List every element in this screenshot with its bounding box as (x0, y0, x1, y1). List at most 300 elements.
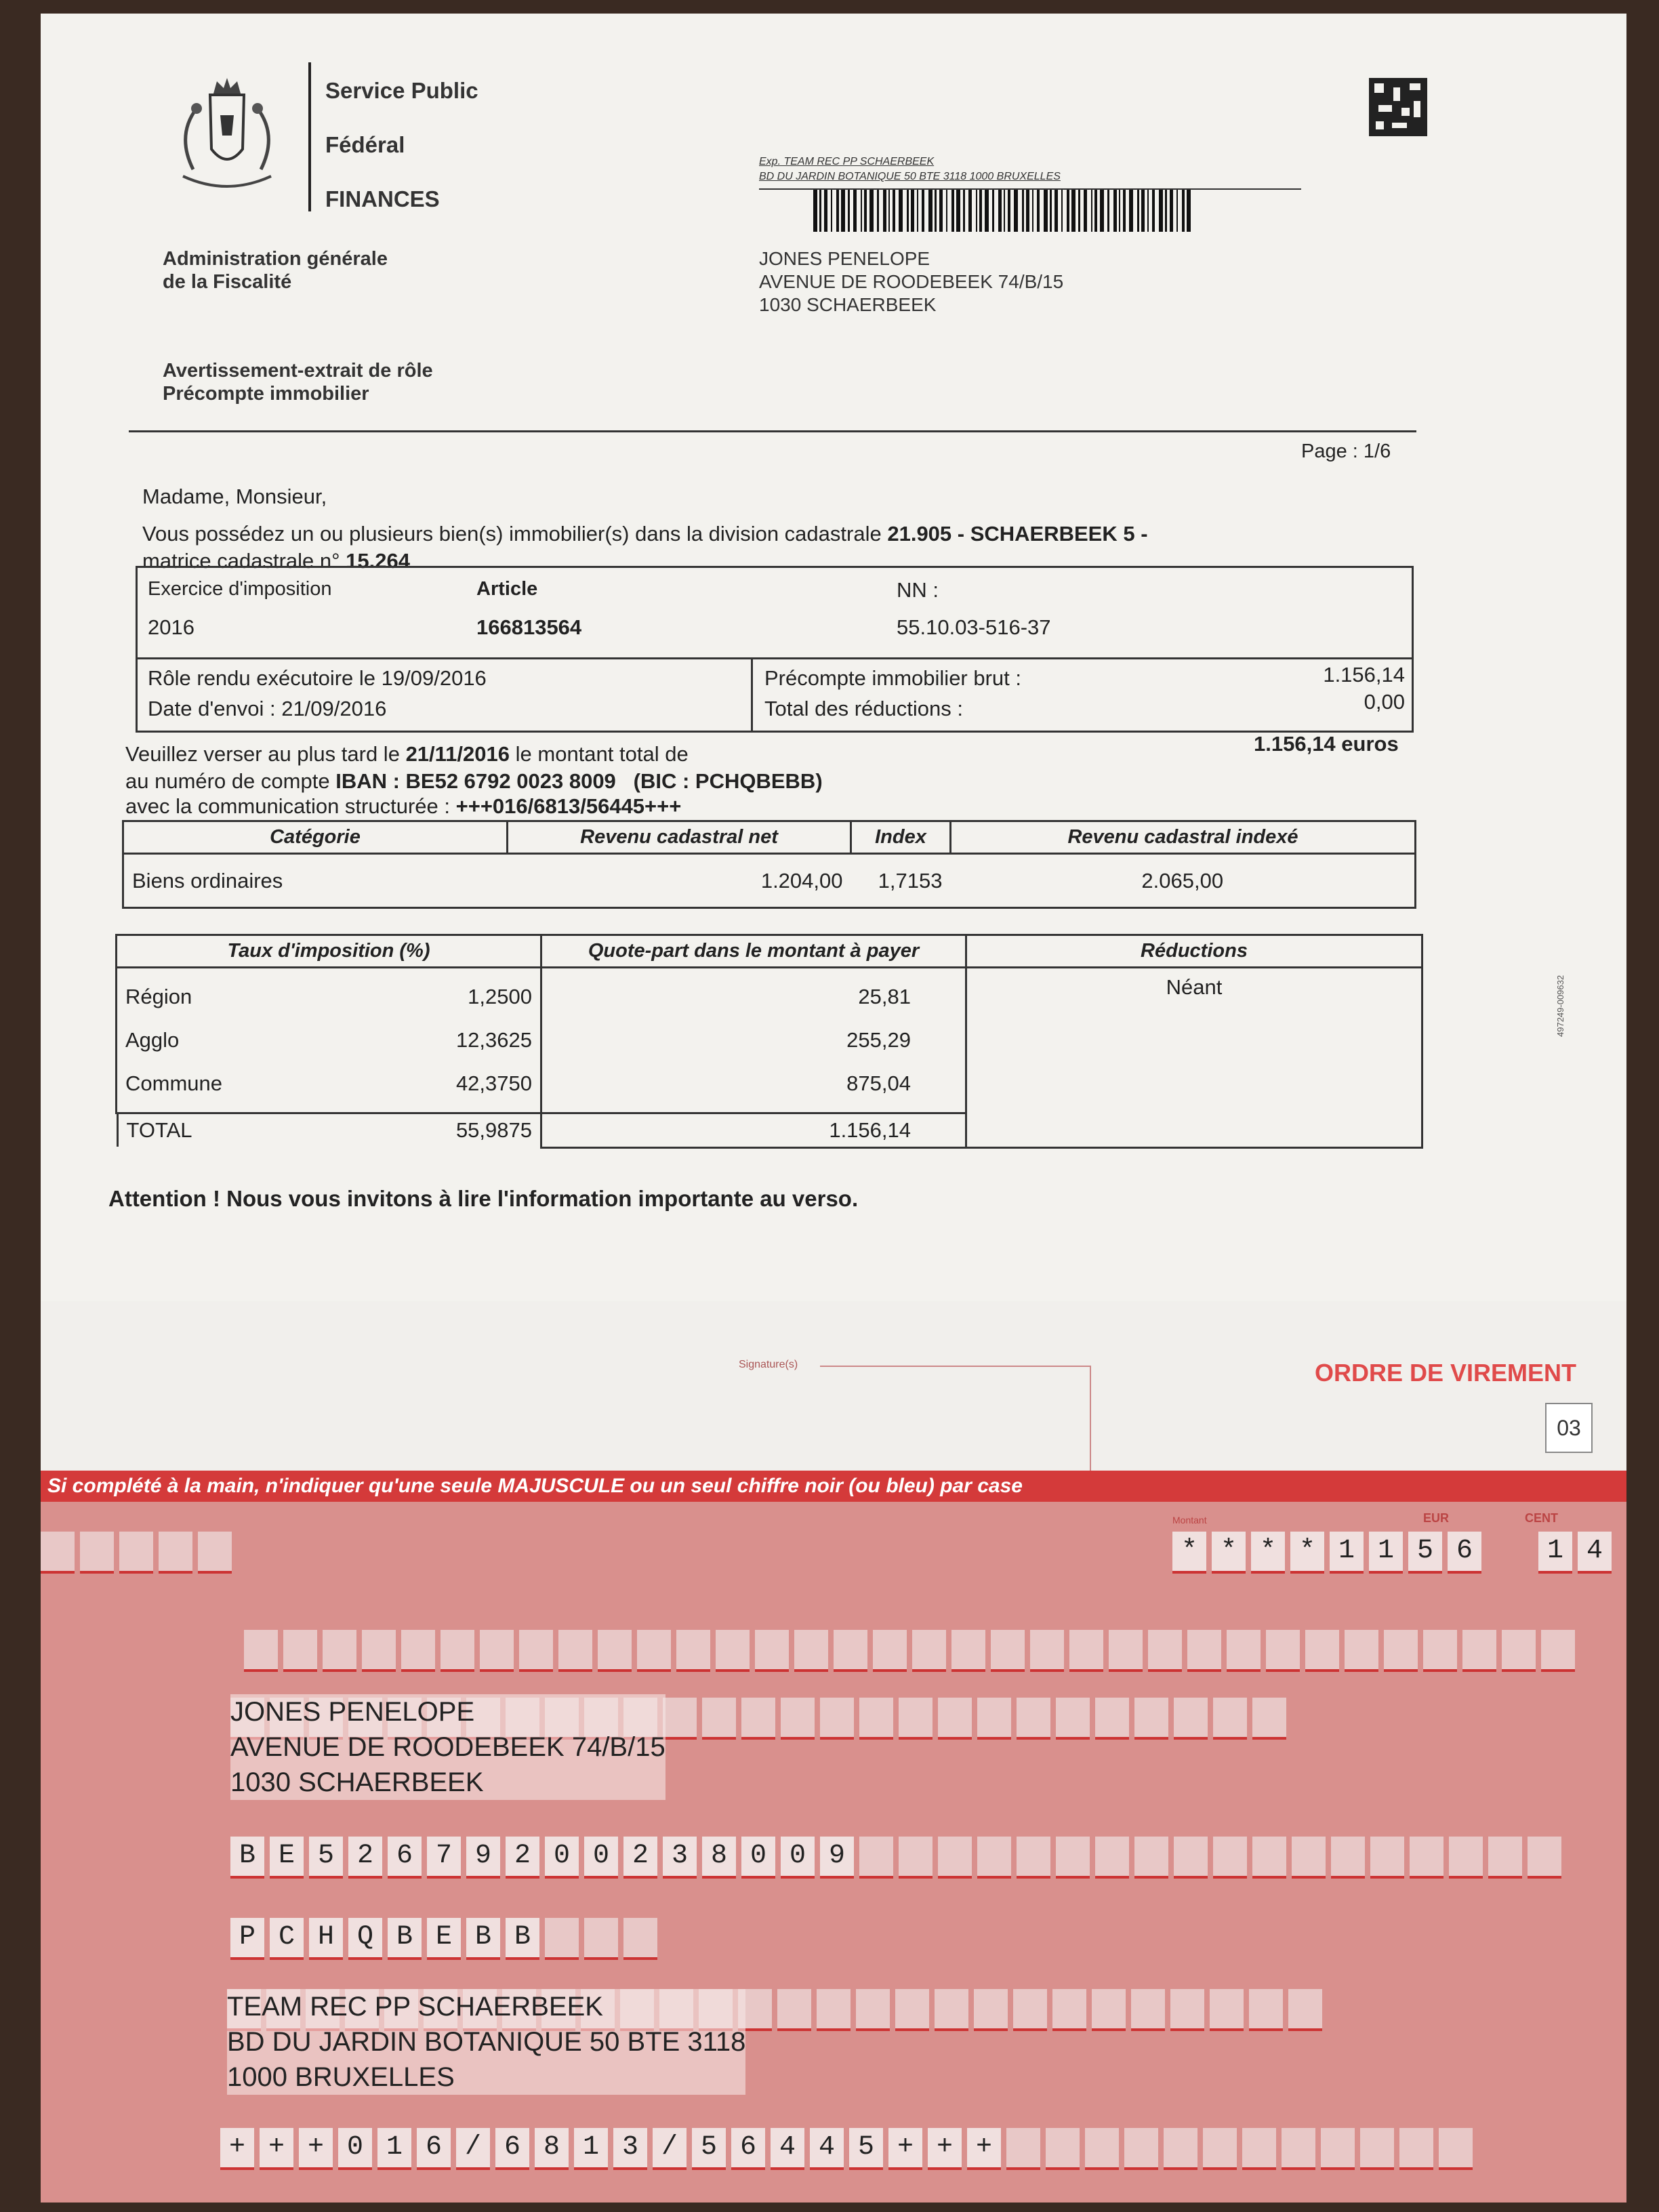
reductions-neant: Néant (966, 968, 1422, 1148)
executor-date-cells[interactable] (41, 1532, 232, 1574)
empty-cell[interactable] (1210, 1989, 1244, 2031)
exercice-value: 2016 (148, 615, 194, 639)
barcode-bar (1014, 190, 1018, 232)
char-cell[interactable]: / (456, 2128, 490, 2170)
recipient-city: 1030 SCHAERBEEK (759, 294, 937, 315)
empty-cell[interactable] (1124, 2128, 1158, 2170)
empty-cell[interactable] (777, 1989, 811, 2031)
barcode-bar (1165, 190, 1167, 232)
empty-cell[interactable] (1410, 1837, 1443, 1879)
col-index: Index (851, 821, 951, 854)
signature-divider (1090, 1366, 1091, 1471)
info-table-top (136, 566, 1414, 659)
empty-cell[interactable] (441, 1630, 474, 1672)
barcode-bar (976, 190, 977, 232)
barcode-bar (1107, 190, 1109, 232)
tax-row-region (125, 975, 532, 1019)
empty-cell[interactable] (859, 1698, 893, 1740)
empty-cell[interactable] (1462, 1630, 1496, 1672)
empty-cell[interactable] (1095, 1698, 1129, 1740)
empty-cell[interactable] (1006, 2128, 1040, 2170)
empty-cell[interactable] (1266, 1630, 1300, 1672)
empty-cell[interactable] (1170, 1989, 1204, 2031)
empty-cell[interactable] (598, 1630, 632, 1672)
char-cell[interactable]: 1 (574, 2128, 608, 2170)
signature-label: Signature(s) (739, 1359, 798, 1370)
empty-cell[interactable] (637, 1630, 671, 1672)
beneficiary-address[interactable] (227, 1989, 745, 2095)
nn-value: 55.10.03-516-37 (897, 615, 1051, 639)
payment-deadline: 21/11/2016 (405, 742, 510, 766)
empty-cell[interactable] (283, 1630, 317, 1672)
barcode-bar (888, 190, 890, 232)
cent-field[interactable] (1538, 1532, 1612, 1574)
payment-line-3 (125, 794, 681, 819)
barcode-bar (836, 190, 839, 232)
barcode-bar (1004, 190, 1005, 232)
total-amount: 1.156,14 euros (1254, 732, 1399, 756)
intro-line-1 (142, 522, 1148, 546)
sender-line-1: Exp. TEAM REC PP SCHAERBEEK (759, 156, 935, 167)
barcode-bar (911, 190, 914, 232)
nn-label: NN : (897, 578, 939, 602)
payment-communication: +++016/6813/56445+++ (455, 794, 682, 818)
payment-suffix-1: le montant total de (515, 742, 689, 766)
char-cell[interactable]: 8 (535, 2128, 569, 2170)
empty-cell[interactable] (1013, 1989, 1047, 2031)
empty-cell[interactable] (1187, 1630, 1221, 1672)
service-line-2: Fédéral (325, 132, 405, 157)
transfer-order-title: ORDRE DE VIREMENT (1315, 1359, 1577, 1387)
datamatrix-code-icon (1369, 78, 1427, 136)
empty-cell[interactable] (702, 1698, 736, 1740)
tax-row-label: Région (125, 985, 192, 1008)
empty-cell[interactable] (1321, 2128, 1355, 2170)
empty-cell[interactable] (1305, 1630, 1339, 1672)
empty-cell[interactable] (1056, 1698, 1090, 1740)
empty-cell[interactable] (323, 1630, 356, 1672)
orderer-address[interactable] (230, 1694, 665, 1800)
barcode-bar (1044, 190, 1048, 232)
beneficiary-street: BD DU JARDIN BOTANIQUE 50 BTE 3118 (227, 2027, 746, 2057)
char-cell[interactable]: 0 (781, 1837, 815, 1879)
empty-cell[interactable] (1046, 2128, 1080, 2170)
form-number: 03 (1545, 1403, 1593, 1453)
empty-cell[interactable] (873, 1630, 907, 1672)
barcode-bar (946, 190, 947, 232)
empty-cell[interactable] (623, 1918, 657, 1960)
empty-cell[interactable] (895, 1989, 929, 2031)
administration-block (163, 247, 388, 293)
char-cell[interactable]: + (220, 2128, 254, 2170)
empty-cell[interactable] (834, 1630, 867, 1672)
empty-cell[interactable] (1288, 1989, 1322, 2031)
char-cell[interactable]: H (309, 1918, 343, 1960)
payment-prefix-2: au numéro de compte (125, 769, 330, 793)
empty-cell[interactable] (1423, 1630, 1457, 1672)
document-title (163, 359, 433, 405)
empty-cell[interactable] (1449, 1837, 1483, 1879)
empty-cell[interactable] (1056, 1837, 1090, 1879)
recipient-street: AVENUE DE ROODEBEEK 74/B/15 (759, 271, 1064, 292)
empty-cell[interactable] (755, 1630, 789, 1672)
empty-cell[interactable] (1249, 1989, 1283, 2031)
char-cell[interactable]: 2 (348, 1837, 382, 1879)
char-cell[interactable]: 0 (338, 2128, 372, 2170)
barcode-bar (831, 190, 832, 232)
side-code: 497249-009632 (1555, 975, 1565, 1037)
empty-cell[interactable] (977, 1837, 1011, 1879)
barcode-icon (813, 190, 1193, 232)
empty-cell[interactable] (741, 1698, 775, 1740)
barcode-bar (979, 190, 982, 232)
empty-cell[interactable] (1282, 2128, 1315, 2170)
char-cell[interactable]: 1 (377, 2128, 411, 2170)
beneficiary-iban-field[interactable] (230, 1837, 1561, 1879)
payment-line-2 (125, 769, 823, 794)
intro-text-2: matrice cadastrale n° (142, 549, 340, 573)
empty-cell[interactable] (1017, 1837, 1050, 1879)
char-cell[interactable]: 1 (1538, 1532, 1572, 1574)
barcode-bar (1159, 190, 1163, 232)
cell-categorie: Biens ordinaires (123, 854, 508, 908)
empty-cell[interactable] (1069, 1630, 1103, 1672)
attention-note: Attention ! Nous vous invitons à lire l'information importante au verso. (108, 1186, 859, 1211)
char-cell[interactable]: 6 (731, 2128, 765, 2170)
barcode-bar (1071, 190, 1076, 232)
barcode-bar (864, 190, 867, 232)
empty-cell[interactable] (1109, 1630, 1143, 1672)
barcode-bar (853, 190, 857, 232)
empty-cell[interactable] (1252, 1698, 1286, 1740)
empty-cell[interactable] (1242, 2128, 1276, 2170)
barcode-bar (1147, 190, 1149, 232)
barcode-bar (968, 190, 972, 232)
char-cell[interactable]: C (270, 1918, 304, 1960)
reductions-label: Total des réductions : (764, 697, 963, 720)
barcode-bar (1022, 190, 1024, 232)
barcode-bar (1170, 190, 1173, 232)
tax-notice-page (41, 14, 1626, 2203)
tax-row-rate: 42,3750 (455, 1071, 532, 1095)
col-reductions: Réductions (966, 935, 1422, 968)
empty-cell[interactable] (899, 1837, 933, 1879)
barcode-bar (922, 190, 924, 232)
barcode-bar (1152, 190, 1155, 232)
empty-cell[interactable] (401, 1630, 435, 1672)
barcode-bar (824, 190, 827, 232)
cadastral-division: 21.905 - SCHAERBEEK 5 - (887, 522, 1148, 546)
empty-cell[interactable] (938, 1837, 972, 1879)
tax-row-rate: 1,2500 (468, 985, 532, 1008)
empty-cell[interactable] (1331, 1837, 1365, 1879)
char-cell[interactable]: E (270, 1837, 304, 1879)
char-cell[interactable]: 4 (810, 2128, 844, 2170)
barcode-bar (1137, 190, 1139, 232)
char-cell[interactable]: 1 (1330, 1532, 1364, 1574)
amount-field[interactable] (1172, 1532, 1481, 1574)
document-title-line-2: Précompte immobilier (163, 383, 369, 405)
barcode-bar (1141, 190, 1145, 232)
char-cell[interactable]: 6 (388, 1837, 422, 1879)
payment-prefix-1: Veuillez verser au plus tard le (125, 742, 400, 766)
char-cell[interactable]: Q (348, 1918, 382, 1960)
empty-cell[interactable] (1345, 1630, 1378, 1672)
eur-label: EUR (1423, 1511, 1450, 1525)
empty-cell[interactable] (1227, 1630, 1261, 1672)
char-cell[interactable]: B (230, 1837, 264, 1879)
empty-cell[interactable] (1541, 1630, 1575, 1672)
empty-cell[interactable] (1360, 2128, 1394, 2170)
belgian-coat-of-arms-icon (156, 68, 298, 203)
empty-cell[interactable] (781, 1698, 815, 1740)
administration-line-2: de la Fiscalité (163, 271, 292, 293)
bic-field[interactable] (230, 1918, 657, 1960)
empty-cell[interactable] (1164, 2128, 1197, 2170)
cell-revenu-net: 1.204,00 (508, 854, 851, 908)
char-cell[interactable]: B (506, 1918, 539, 1960)
brut-value: 1.156,14 (1323, 663, 1405, 687)
exercice-label: Exercice d'imposition (148, 578, 332, 600)
info-table-bottom (136, 657, 1414, 733)
empty-cell[interactable] (1095, 1837, 1129, 1879)
barcode-bar (1032, 190, 1033, 232)
tax-total-row (117, 1114, 541, 1147)
char-cell[interactable]: 6 (417, 2128, 451, 2170)
char-cell[interactable]: 0 (545, 1837, 579, 1879)
amount-label: Montant (1172, 1515, 1207, 1525)
document-title-line-1: Avertissement-extrait de rôle (163, 360, 433, 382)
char-cell[interactable]: + (260, 2128, 293, 2170)
char-cell[interactable]: * (1290, 1532, 1324, 1574)
beneficiary-city: 1000 BRUXELLES (227, 2062, 455, 2092)
letterhead-divider (308, 62, 311, 211)
tax-amounts-cell (541, 968, 966, 1113)
empty-cell[interactable] (1131, 1989, 1165, 2031)
barcode-bar (861, 190, 862, 232)
article-label: Article (476, 578, 538, 600)
service-line-3: FINANCES (325, 186, 440, 211)
empty-cell[interactable] (991, 1630, 1025, 1672)
char-cell[interactable]: 5 (692, 2128, 726, 2170)
empty-cell[interactable] (1502, 1630, 1536, 1672)
barcode-bar (935, 190, 937, 232)
char-cell[interactable]: 0 (741, 1837, 775, 1879)
empty-cell[interactable] (1092, 1989, 1126, 2031)
empty-cell[interactable] (362, 1630, 396, 1672)
empty-cell[interactable] (951, 1630, 985, 1672)
char-cell[interactable]: * (1251, 1532, 1285, 1574)
empty-cell[interactable] (663, 1698, 697, 1740)
barcode-bar (841, 190, 845, 232)
empty-cell[interactable] (1174, 1837, 1208, 1879)
empty-cell[interactable] (1370, 1837, 1404, 1879)
tax-amount-region: 25,81 (858, 985, 911, 1008)
empty-cell[interactable] (859, 1837, 893, 1879)
tax-total-label: TOTAL (126, 1118, 192, 1142)
barcode-bar (992, 190, 994, 232)
cell-revenu-indexe: 2.065,00 (951, 854, 1416, 908)
barcode-bar (1091, 190, 1092, 232)
empty-cell[interactable] (558, 1630, 592, 1672)
empty-cell[interactable] (1030, 1630, 1064, 1672)
tax-total-rate: 55,9875 (455, 1118, 532, 1142)
page-number: Page : 1/6 (1301, 441, 1391, 462)
tax-total-amount: 1.156,14 (541, 1113, 966, 1148)
char-cell[interactable]: * (1212, 1532, 1246, 1574)
intro-text-1: Vous possédez un ou plusieurs bien(s) immobilier(s) dans la division cadastrale (142, 522, 882, 546)
empty-cell[interactable] (912, 1630, 946, 1672)
empty-cell[interactable] (1439, 2128, 1473, 2170)
orderer-street: AVENUE DE ROODEBEEK 74/B/15 (230, 1732, 665, 1762)
header-rule (129, 430, 1416, 432)
signature-line (820, 1366, 1091, 1367)
char-cell[interactable]: 1 (1369, 1532, 1403, 1574)
barcode-bar (1084, 190, 1087, 232)
empty-cell[interactable] (1148, 1630, 1182, 1672)
barcode-bar (985, 190, 989, 232)
empty-cell[interactable] (480, 1630, 514, 1672)
empty-cell[interactable] (1134, 1698, 1168, 1740)
barcode-bar (963, 190, 965, 232)
tax-row-commune (125, 1062, 532, 1105)
payment-line-1 (125, 742, 689, 766)
payment-prefix-3: avec la communication structurée : (125, 794, 450, 818)
recipient-name: JONES PENELOPE (759, 248, 930, 269)
empty-cell[interactable] (244, 1630, 278, 1672)
service-line-1: Service Public (325, 78, 478, 103)
empty-cell[interactable] (977, 1698, 1011, 1740)
empty-cell[interactable] (1384, 1630, 1418, 1672)
char-cell[interactable]: 6 (495, 2128, 529, 2170)
barcode-bar (1050, 190, 1052, 232)
barcode-bar (899, 190, 903, 232)
char-cell[interactable]: B (388, 1918, 422, 1960)
barcode-bar (1176, 190, 1178, 232)
barcode-bar (869, 190, 874, 232)
tax-row-label: Agglo (125, 1028, 180, 1052)
char-cell[interactable]: + (299, 2128, 333, 2170)
matrice-number: 15.264 (346, 549, 410, 573)
char-cell[interactable]: 2 (623, 1837, 657, 1879)
char-cell[interactable]: 2 (506, 1837, 539, 1879)
empty-cell[interactable] (1292, 1837, 1326, 1879)
orderer-iban-field[interactable] (244, 1630, 1575, 1672)
char-cell[interactable]: B (466, 1918, 500, 1960)
orderer-city: 1030 SCHAERBEEK (230, 1767, 484, 1797)
char-cell[interactable]: 8 (702, 1837, 736, 1879)
empty-cell[interactable] (817, 1989, 851, 2031)
barcode-bar (893, 190, 895, 232)
empty-cell[interactable] (856, 1989, 890, 2031)
char-cell[interactable]: / (653, 2128, 687, 2170)
empty-cell[interactable] (1528, 1837, 1561, 1879)
tax-amount-commune: 875,04 (846, 1071, 911, 1095)
communication-field[interactable] (220, 2128, 1473, 2170)
char-cell[interactable]: 9 (820, 1837, 854, 1879)
empty-cell[interactable] (1213, 1837, 1247, 1879)
empty-cell[interactable] (1052, 1989, 1086, 2031)
char-cell[interactable]: 5 (1408, 1532, 1442, 1574)
barcode-bar (1037, 190, 1040, 232)
tax-amount-agglo: 255,29 (846, 1028, 911, 1052)
empty-cell[interactable] (820, 1698, 854, 1740)
role-date: Rôle rendu exécutoire le 19/09/2016 (148, 666, 487, 690)
char-cell[interactable]: 5 (309, 1837, 343, 1879)
payment-bic: (BIC : PCHQBEBB) (633, 769, 823, 793)
barcode-bar (1187, 190, 1191, 232)
char-cell[interactable]: + (888, 2128, 922, 2170)
empty-cell[interactable] (1134, 1837, 1168, 1879)
empty-cell[interactable] (1174, 1698, 1208, 1740)
empty-cell[interactable] (676, 1630, 710, 1672)
barcode-bar (956, 190, 960, 232)
char-cell[interactable]: 9 (466, 1837, 500, 1879)
char-cell[interactable]: 0 (584, 1837, 618, 1879)
char-cell[interactable]: E (427, 1918, 461, 1960)
barcode-bar (883, 190, 886, 232)
char-cell[interactable]: 6 (1448, 1532, 1481, 1574)
beneficiary-name: TEAM REC PP SCHAERBEEK (227, 1992, 603, 2022)
empty-cell[interactable] (716, 1630, 750, 1672)
empty-cell[interactable] (899, 1698, 933, 1740)
char-cell[interactable]: + (967, 2128, 1001, 2170)
empty-cell[interactable] (1203, 2128, 1237, 2170)
char-cell[interactable]: + (928, 2128, 962, 2170)
empty-cell[interactable] (794, 1630, 828, 1672)
char-cell[interactable]: 3 (663, 1837, 697, 1879)
col-quote-part: Quote-part dans le montant à payer (541, 935, 966, 968)
cent-label: CENT (1525, 1511, 1558, 1525)
tax-table (115, 934, 1423, 1149)
char-cell[interactable]: 5 (849, 2128, 883, 2170)
char-cell[interactable]: 4 (771, 2128, 804, 2170)
char-cell[interactable]: 7 (427, 1837, 461, 1879)
barcode-bar (1119, 190, 1120, 232)
empty-cell[interactable] (1213, 1698, 1247, 1740)
char-cell[interactable]: 3 (613, 2128, 647, 2170)
empty-cell[interactable] (1252, 1837, 1286, 1879)
barcode-bar (877, 190, 879, 232)
barcode-bar (939, 190, 943, 232)
empty-cell[interactable] (974, 1989, 1008, 2031)
orderer-name: JONES PENELOPE (230, 1697, 475, 1727)
empty-cell[interactable] (519, 1630, 553, 1672)
tax-row-agglo (125, 1019, 532, 1062)
char-cell[interactable]: * (1172, 1532, 1206, 1574)
empty-cell[interactable] (1488, 1837, 1522, 1879)
tax-row-label: Commune (125, 1071, 222, 1095)
empty-cell[interactable] (545, 1918, 579, 1960)
barcode-bar (917, 190, 918, 232)
empty-cell[interactable] (1085, 2128, 1119, 2170)
char-cell[interactable]: 4 (1578, 1532, 1612, 1574)
empty-cell[interactable] (1017, 1698, 1050, 1740)
empty-cell[interactable] (584, 1918, 618, 1960)
char-cell[interactable]: P (230, 1918, 264, 1960)
barcode-bar (907, 190, 909, 232)
sender-line-2: BD DU JARDIN BOTANIQUE 50 BTE 3118 1000 BRUXELLES (759, 171, 1061, 182)
barcode-bar (928, 190, 933, 232)
empty-cell[interactable] (938, 1698, 972, 1740)
brut-label: Précompte immobilier brut : (764, 666, 1022, 690)
empty-cell[interactable] (1399, 2128, 1433, 2170)
col-revenu-net: Revenu cadastral net (508, 821, 851, 854)
barcode-bar (1129, 190, 1133, 232)
barcode-bar (1061, 190, 1063, 232)
barcode-bar (813, 190, 817, 232)
empty-cell[interactable] (935, 1989, 968, 2031)
